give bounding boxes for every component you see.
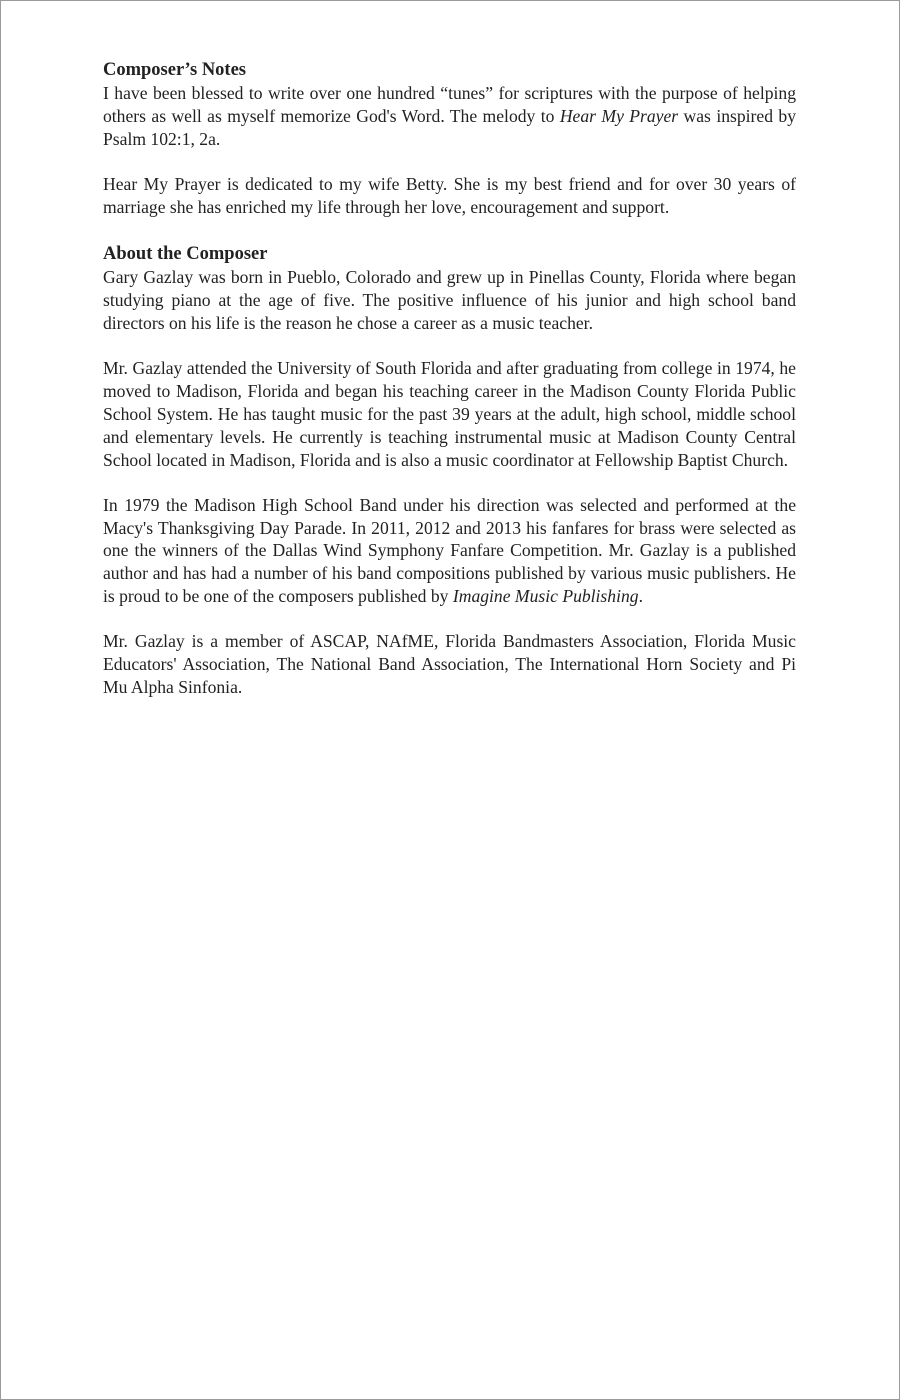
notes-p1-text-start: I have been blessed to write over one hundred “tunes” for scriptures with the purpose of helping others as well as myself memorize God's Word. The melody to [103, 83, 796, 126]
publisher-name-italic: Imagine Music Publishing [452, 586, 639, 607]
composers-notes-paragraph-1 [103, 82, 796, 150]
about-composer-heading: About the Composer [103, 244, 268, 265]
about-p3-text-end: . [638, 586, 643, 607]
paragraph-gap [103, 150, 796, 173]
composers-notes-paragraph-2: Hear My Prayer is dedicated to my wife Betty. She is my best friend and for over 30 years of marriage she has enriched my life through her love, encouragement and support. [103, 173, 796, 217]
about-p3-text-start: In 1979 the Madison High School Band under his direction was selected and performed at the Macy's Thanksgiving Day Parade. In 2011, 2012 and 2013 his fanfares for brass were selected as one the winners of the Dallas Wind Symphony Fanfare Competition. Mr. Gazlay is a published author and has had a number of his band compositions published by various music publishers. He is proud to be one of the composers published by [103, 494, 796, 607]
paragraph-gap [103, 471, 796, 494]
composers-notes-heading: Composer’s Notes [103, 60, 246, 80]
about-paragraph-4: Mr. Gazlay is a member of ASCAP, NAfME, Florida Bandmasters Association, Florida Music Educators' Association, The National Band Association, The International Horn Society and Pi Mu Alpha Sinfonia. [103, 631, 796, 697]
about-paragraph-1: Gary Gazlay was born in Pueblo, Colorado and grew up in Pinellas County, Florida where began studying piano at the age of five. The positive influence of his junior and high school band directors on his life is the reason he chose a career as a music teacher. [103, 267, 796, 334]
document-body [103, 58, 796, 699]
paragraph-gap [103, 335, 796, 358]
paragraph-gap [103, 608, 796, 631]
notes-p1-text-end: was inspired by Psalm 102:1, 2a. [103, 105, 796, 149]
about-paragraph-3 [103, 494, 796, 608]
about-paragraph-2: Mr. Gazlay attended the University of South Florida and after graduating from college in 1974, he moved to Madison, Florida and began his teaching career in the Madison County Florida Public School System. He has taught music for the past 39 years at the adult, high school, middle school and elementary levels. He currently is teaching instrumental music at Madison County Central School located in Madison, Florida and is also a music coordinator at Fellowship Baptist Church. [103, 358, 796, 470]
song-title-italic: Hear My Prayer [559, 105, 679, 126]
section-gap [103, 218, 796, 242]
